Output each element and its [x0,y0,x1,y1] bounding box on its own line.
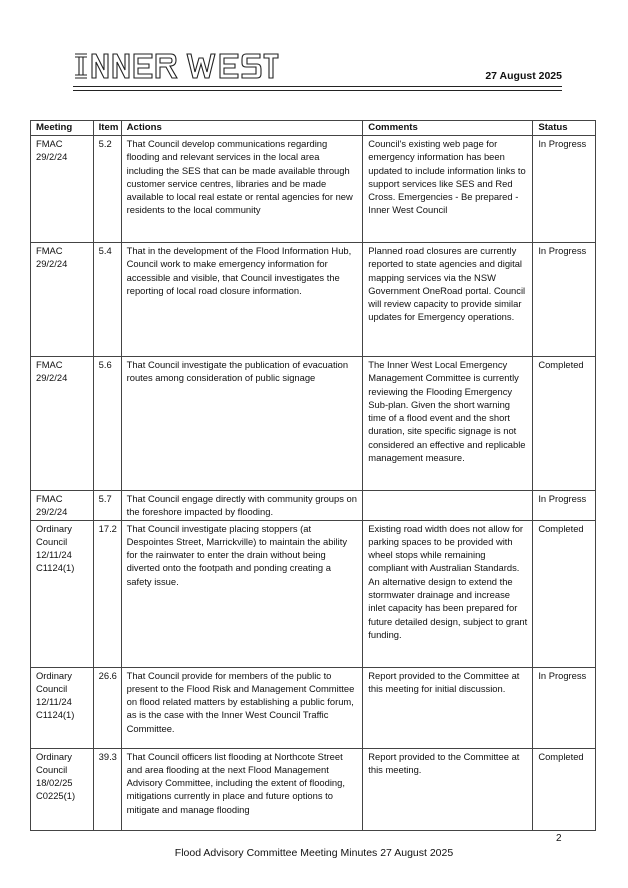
header-rule-thin [73,90,562,91]
status-cell: Completed [533,748,596,830]
meeting-line: Council [36,763,68,775]
meeting-cell [31,520,94,667]
action-cell: That Council investigate the publication of evacuation routes among consideration of public signage [121,357,363,491]
meeting-line: C0225(1) [36,790,76,802]
status-cell: Completed [533,357,596,491]
meeting-cell [31,667,94,748]
page-number: 2 [556,833,562,844]
meeting-line: Council [36,535,68,547]
status-cell: In Progress [533,491,596,521]
meeting-line: 12/11/24 [36,696,72,708]
item-cell: 5.7 [93,491,121,521]
meeting-line: 29/2/24 [36,258,68,270]
meeting-line: FMAC [36,245,63,256]
meeting-line: Ordinary [36,750,72,762]
comment-cell: Report provided to the Committee at this meeting for initial discussion. [363,667,533,748]
meeting-line: 29/2/24 [36,372,68,384]
comment-cell: The Inner West Local Emergency Management Committee is currently reviewing the Flooding Emergency Sub-plan. Given the short warning time of a flood event and the short duration, site specific signage is not considered an effective and replicable management measure. [363,357,533,491]
column-header-item: Item [93,121,121,136]
header-rule-thick [73,86,562,87]
comment-cell: Planned road closures are currently reported to state agencies and digital mapping services via the NSW Government OneRoad portal. Council will review capacity to provide similar updates for Emergency operations. [363,243,533,357]
item-cell: 26.6 [93,667,121,748]
meeting-cell [31,357,94,491]
meeting-cell [31,243,94,357]
footer-text: Flood Advisory Committee Meeting Minutes 27 August 2025 [174,847,454,859]
meeting-line: 12/11/24 [36,549,72,561]
table-row [31,491,596,521]
table-row [31,748,596,830]
item-cell: 17.2 [93,520,121,667]
inner-west-logo [73,52,279,80]
status-cell: Completed [533,520,596,667]
action-cell: That Council provide for members of the public to present to the Flood Risk and Management Committee on flood related matters by establishing a public forum, as is the case with the Inner West Council Traffic Committee. [121,667,363,748]
table-row [31,667,596,748]
action-cell: That Council develop communications regarding flooding and relevant services in the local area including the SES that can be made available through customer service centres, libraries and be made available to local real estate or rental agencies for new residents to the local community [121,136,363,243]
comment-cell [363,491,533,521]
action-cell: That Council officers list flooding at Northcote Street and area flooding at the next Flood Management Advisory Committee, including the extent of flooding, mitigations currently in place and future options to mitigate and manage flooding [121,748,363,830]
meeting-cell [31,491,94,521]
meeting-line: C1124(1) [36,709,75,721]
meeting-line: C1124(1) [36,562,75,574]
action-cell: That in the development of the Flood Information Hub, Council work to make emergency information for accessible and visible, that Council investigates the reporting of local road closure information. [121,243,363,357]
comment-cell: Existing road width does not allow for parking spaces to be provided with wheel stops while remaining compliant with Australian Standards. An alternative design to extend the stormwater drainage and increase inlet capacity has been prepared for future detailed design, subject to grant funding. [363,520,533,667]
action-cell: That Council engage directly with community groups on the foreshore impacted by flooding. [121,491,363,521]
table-header-row [31,121,596,136]
header-date: 27 August 2025 [485,70,562,82]
comment-cell: Council's existing web page for emergency information has been updated to include information links to support services like SES and Red Cross. Emergencies - Be prepared - Inner West Council [363,136,533,243]
status-cell: In Progress [533,243,596,357]
meeting-line: FMAC [36,493,63,504]
meeting-line: 18/02/25 [36,777,73,789]
meeting-line: FMAC [36,138,63,149]
column-header-meeting: Meeting [31,121,94,136]
meeting-cell [31,748,94,830]
table-row [31,136,596,243]
meeting-cell [31,136,94,243]
meeting-line: 29/2/24 [36,151,68,163]
item-cell: 5.6 [93,357,121,491]
action-items-table [30,120,596,831]
meeting-line: Council [36,682,68,694]
item-cell: 5.2 [93,136,121,243]
table-body [31,136,596,831]
item-cell: 39.3 [93,748,121,830]
column-header-status: Status [533,121,596,136]
item-cell: 5.4 [93,243,121,357]
meeting-line: FMAC [36,359,63,370]
table-row [31,357,596,491]
column-header-comments: Comments [363,121,533,136]
meeting-line: Ordinary [36,522,72,534]
comment-cell: Report provided to the Committee at this meeting. [363,748,533,830]
meeting-line: 29/2/24 [36,506,68,518]
column-header-actions: Actions [121,121,363,136]
meeting-line: Ordinary [36,669,72,681]
action-cell: That Council investigate placing stoppers (at Despointes Street, Marrickville) to maintain the ability for the rainwater to enter the drain without being diverted onto the footpath and ponding creating a safety issue. [121,520,363,667]
status-cell: In Progress [533,136,596,243]
table-row [31,520,596,667]
table-row [31,243,596,357]
status-cell: In Progress [533,667,596,748]
